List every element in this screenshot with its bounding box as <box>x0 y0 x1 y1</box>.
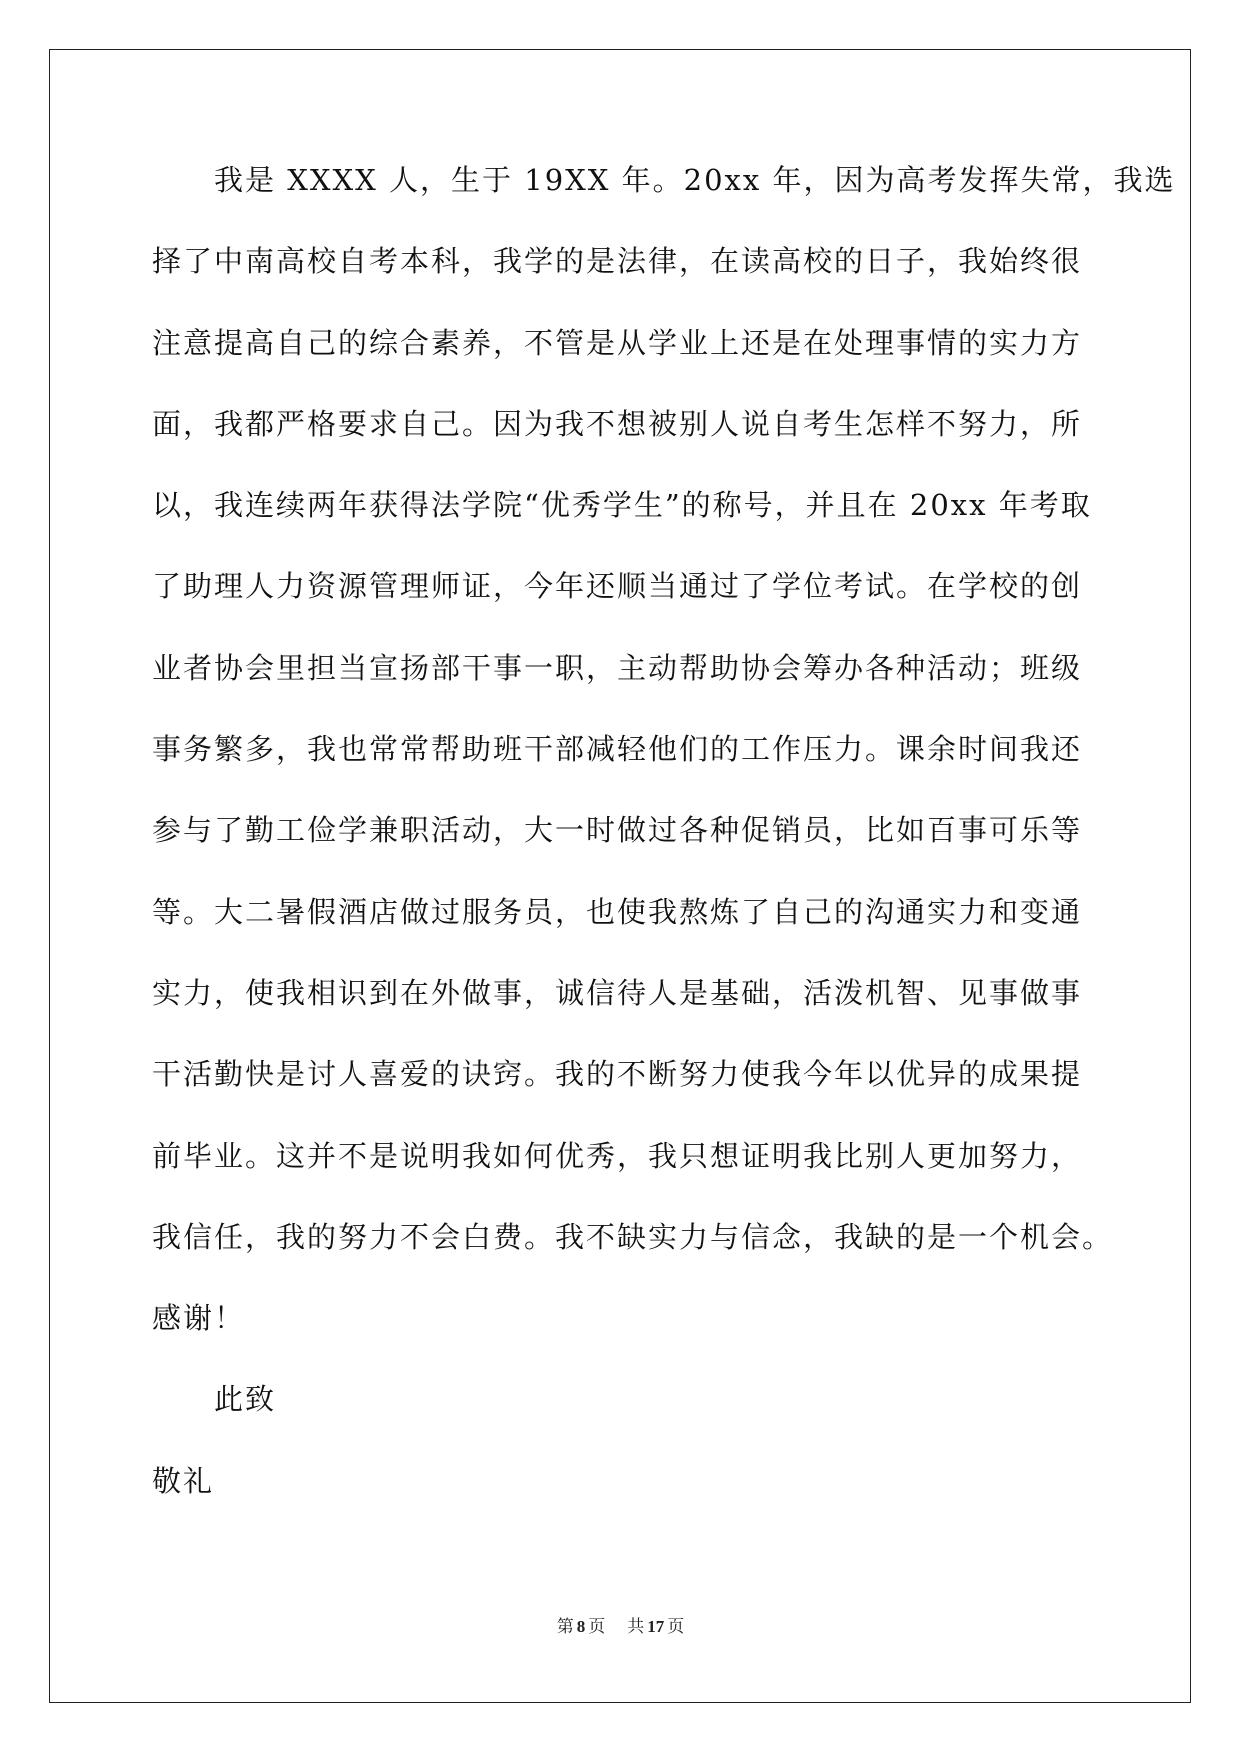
paragraph-line: 我是 XXXX 人，生于 19XX 年。20xx 年，因为高考发挥失常，我选 <box>214 163 1176 197</box>
paragraph-line: 前毕业。这并不是说明我如何优秀，我只想证明我比别人更加努力， <box>152 1138 1083 1173</box>
total-prefix: 共 <box>627 1617 645 1637</box>
paragraph-line: 事务繁多，我也常常帮助班干部减轻他们的工作压力。课余时间我还 <box>152 732 1083 767</box>
closing-text: 此致 <box>214 1382 277 1417</box>
page-prefix: 第 <box>556 1617 574 1637</box>
paragraph-line: 实力，使我相识到在外做事，诚信待人是基础，活泼机智、见事做事 <box>152 975 1083 1010</box>
current-page-number: 8 <box>576 1617 586 1636</box>
paragraph-line: 等。大二暑假酒店做过服务员，也使我熬炼了自己的沟通实力和变通 <box>152 894 1083 929</box>
paragraph-line: 干活勤快是讨人喜爱的诀窍。我的不断努力使我今年以优异的成果提 <box>152 1057 1083 1092</box>
paragraph-line: 参与了勤工俭学兼职活动，大一时做过各种促销员，比如百事可乐等 <box>152 813 1083 848</box>
total-page-count: 17 <box>647 1617 665 1636</box>
salutation-text: 敬礼 <box>152 1463 215 1498</box>
paragraph-line: 择了中南高校自考本科，我学的是法律，在读高校的日子，我始终很 <box>152 244 1083 279</box>
paragraph-line: 业者协会里担当宣扬部干事一职，主动帮助协会筹办各种活动；班级 <box>152 650 1083 685</box>
total-suffix: 页 <box>667 1617 685 1637</box>
paragraph-line: 感谢！ <box>152 1301 246 1336</box>
page-footer <box>0 1616 1241 1638</box>
letter-body <box>152 160 1176 1542</box>
paragraph-line: 我信任，我的努力不会白费。我不缺实力与信念，我缺的是一个机会。 <box>152 1219 1114 1254</box>
paragraph-line: 以，我连续两年获得法学院“优秀学生”的称号，并且在 20xx 年考取 <box>152 488 1092 523</box>
paragraph-line: 注意提高自己的综合素养，不管是从学业上还是在处理事情的实力方 <box>152 325 1083 360</box>
page-suffix: 页 <box>588 1617 606 1637</box>
paragraph-line: 面，我都严格要求自己。因为我不想被别人说自考生怎样不努力，所 <box>152 406 1083 441</box>
paragraph-line: 了助理人力资源管理师证，今年还顺当通过了学位考试。在学校的创 <box>152 569 1083 604</box>
